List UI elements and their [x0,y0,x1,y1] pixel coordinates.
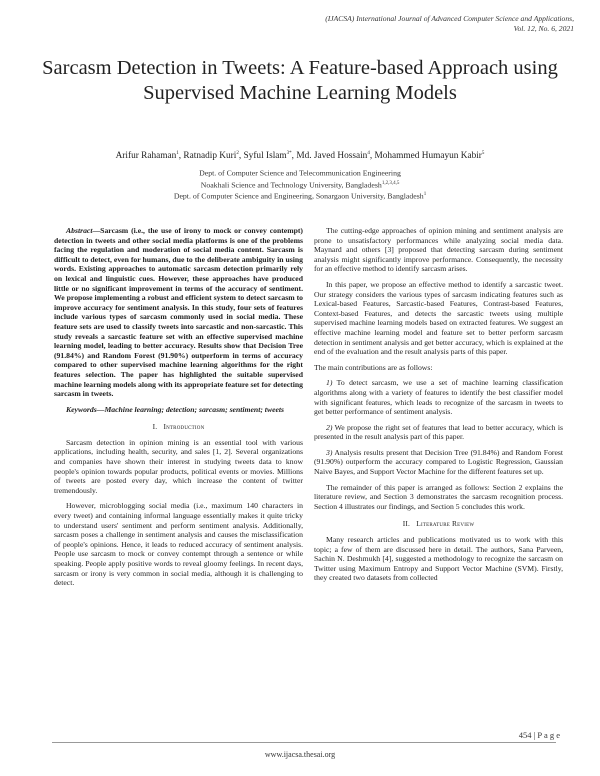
section-heading-literature-review: II. Literature Review [402,519,475,529]
author-list [20,151,580,161]
keywords-label: Keywords [66,404,97,414]
affiliation-line: Noakhali Science and Technology University, Bangladesh$^{1,2,3,4,5}$ [200,180,400,190]
author: Arifur Rahaman$^1$, [115,151,184,162]
page-number: 454 | P a g e [518,730,560,740]
contribution-item: 2) We propose the right set of features that lead to better accuracy, which is presented in the result analysis part of this paper. [314,422,563,442]
contributions-intro: The main contributions are as follows: [314,362,433,372]
affiliation-line: Dept. of Computer Science and Telecommunication Engineering [199,168,401,178]
left-column [54,226,303,594]
intro-paragraph: In this paper, we propose an effective method to identify a sarcastic tweet. Our strategy considers the various types of sarcasm indicating features such as Lexical-based Features, Sarcastic-based Features, Contrast-based Features, Context-based Features, and detects the sarcastic tweets using multiple supervised machine learning models based on extracted features. We suggest an effective machine learning model and feature set to better perform sarcasm detection in sentiment analysis and get better accuracy, which is explained at the end of the evaluation and the result analysis parts of this paper. [314,279,563,357]
keywords-text: —Machine learning; detection; sarcasm; sentiment; tweets [96,404,285,414]
author: Mohammed Humayun Kabir$^5$ [374,151,485,162]
journal-volume: Vol. 12, No. 6, 2021 [513,24,574,33]
affiliations [60,167,540,202]
footer-divider [52,742,556,743]
intro-paragraph: The remainder of this paper is arranged as follows: Section 2 explains the literature review, and Section 3 demonstrates the sarcasm recognition process. Section 4 illustrates our findings, and Section 5 concludes this work. [314,482,563,511]
intro-paragraph: The cutting-edge approaches of opinion mining and sentiment analysis are prone to unsatisfactory performances while analyzing social media data. Maynard and others [3] proposed that detecting sarcasm during sentiment analysis might significantly improve performance. Consequently, the necessity for an effective method to identify sarcasm arises. [314,226,563,274]
abstract [54,226,303,399]
contribution-item: 3) Analysis results present that Decision Tree (91.84%) and Random Forest (91.90%) outperform the accuracy compared to Logistic Regression, Gaussian Naive Bayes, and Support Vector Machine for the different features set up. [314,447,564,477]
journal-name: (IJACSA) International Journal of Advanced Computer Science and Applications, [325,14,574,23]
abstract-label: Abstract [66,226,93,235]
intro-paragraph: However, microblogging social media (i.e., maximum 140 characters in every tweet) and containing informal language essentially makes it quite tricky to understand users' sentiment and perform sentiment analysis. Additionally, sarcasm poses a challenge in sentiment analysis and causes the misclassification of people's opinions. Hence, it leads to reduced accuracy of sentiment analysis. People use sarcasm to mock or convey contempt through a sentence or while speaking. People apply positive words to reveal gloomy feelings. In recent days, sarcasm or irony is very common in social media, although it is challenging to detect. [54,501,303,588]
paper-title: Sarcasm Detection in Tweets: A Feature-based Approach using Supervised Machine Learning Models [42,57,558,104]
contribution-item: 1) To detect sarcasm, we use a set of machine learning classification algorithms along with a variety of features to identify the best classifier model with significant features, which leads to recognize of the sarcasm in tweets to get better performance of sentiment analysis. [314,378,563,417]
journal-url: www.ijacsa.thesai.org [264,750,336,759]
section-heading-introduction: I. Introduction [152,422,205,432]
keywords [54,405,303,415]
affiliation-line: Dept. of Computer Science and Engineering, Sonargaon University, Bangladesh$^1$ [173,191,427,201]
right-column [314,226,563,589]
author: Syful Islam$^{3*}$, [243,151,297,162]
author: Ratnadip Kuri$^2$, [183,151,244,162]
intro-paragraph: Sarcasm detection in opinion mining is an essential tool with various applications, including health, security, and sales [1, 2]. Several organizations and companies have shown their interest in studying tweets data to know people's opinion towards popular products, political events or movies. Millions of tweets are posted every day, which increase the content of twitter tremendously. [54,437,303,495]
abstract-text: —Sarcasm (i.e., the use of irony to mock or convey contempt) detection in tweets and other social media platforms is one of the problems facing the regulation and moderation of social media content. Sarcasm is difficult to detect, even for humans, due to the deliberate ambiguity in using words. Existing approaches to automatic sarcasm detection primarily rely on lexical and linguistic cues. However, these approaches have produced little or no significant improvement in terms of the accuracy of sentiment. We propose implementing a robust and efficient system to detect sarcasm to improve accuracy for sentiment analysis. In this study, four sets of features include various types of sarcasm commonly used in social media. These feature sets are used to classify tweets into sarcastic and non-sarcastic. This study reveals a sarcastic feature set with an effective supervised machine learning model, leading to better accuracy. Results show that Decision Tree (91.84%) and Random Forest (91.90%) outperform in terms of accuracy compared to other supervised machine learning algorithms for the right features selection. The paper has highlighted the suitable supervised machine learning models along with its appropriate feature set for detecting sarcasm in tweets. [54,226,303,399]
literature-paragraph: Many research articles and publications motivated us to work with this topic; a few of them are discussed here in detail. The authors, Sana Parveen, Sachin N. Deshmukh [4], suggested a methodology to recognize the sarcasm on Twitter using Maximum Entropy and Support Vector Machine (SVM). Firstly, they created two datasets from collected [314,535,563,583]
author: Md. Javed Hossain$^4$, [296,151,375,162]
running-header [325,14,574,34]
